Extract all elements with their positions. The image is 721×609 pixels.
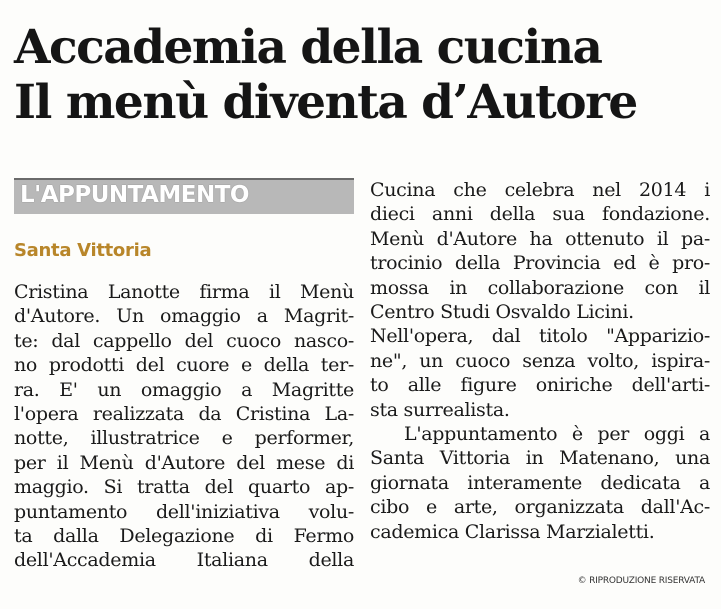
article-column-right	[370, 178, 710, 544]
text-line: Cucina che celebra nel 2014 i	[370, 179, 710, 201]
text-line: sta surrealista.	[370, 398, 510, 421]
text-line: Centro Studi Osvaldo Licini.	[370, 301, 634, 324]
text-line: maggio. Si tratta del quarto ap-	[14, 476, 354, 499]
text-line: l'opera realizzata da Cristina La-	[14, 403, 354, 426]
headline-line-1: Accademia della cucina	[14, 20, 602, 75]
text-line: L'appuntamento è per oggi a	[404, 423, 710, 446]
text-line: trocinio della Provincia ed è pro-	[370, 252, 710, 275]
text-line: cademica Clarissa Marzialetti.	[370, 520, 655, 543]
text-line: puntamento dell'iniziativa volu-	[14, 500, 354, 523]
text-line: te: dal cappello del cuoco nasco-	[14, 329, 354, 352]
text-line: cibo e arte, organizzata dall'Ac-	[370, 496, 710, 519]
text-line: Nell'opera, dal titolo "Apparizio-	[370, 325, 710, 348]
text-line: to alle figure oniriche dell'arti-	[370, 374, 710, 397]
text-line: dieci anni della sua fondazione.	[370, 203, 710, 226]
location-label: Santa Vittoria	[14, 240, 152, 261]
kicker-label: L'APPUNTAMENTO	[20, 182, 249, 208]
text-line: ne", un cuoco senza volto, ispira-	[370, 349, 710, 372]
text-line: dell'Accademia Italiana della	[14, 549, 354, 572]
text-line: giornata interamente dedicata a	[370, 471, 710, 494]
text-line: d'Autore. Un omaggio a Magrit-	[14, 305, 354, 328]
copyright-credit: © RIPRODUZIONE RISERVATA	[577, 576, 705, 586]
text-line: ta dalla Delegazione di Fermo	[14, 525, 354, 548]
text-line: Menù d'Autore ha ottenuto il pa-	[370, 227, 710, 250]
kicker-banner	[14, 178, 354, 214]
headline	[14, 20, 714, 130]
text-line: notte, illustratrice e performer,	[14, 427, 354, 450]
article-column-left	[14, 280, 354, 573]
text-line: Santa Vittoria in Matenano, una	[370, 447, 710, 470]
text-line: per il Menù d'Autore del mese di	[14, 451, 354, 474]
text-line: mossa in collaborazione con il	[370, 276, 710, 299]
text-line: no prodotti del cuore e della ter-	[14, 354, 354, 377]
text-line: Cristina Lanotte firma il Menù	[14, 281, 354, 303]
headline-line-2: Il menù diventa d’Autore	[14, 75, 637, 130]
text-line: ra. E' un omaggio a Magritte	[14, 378, 354, 401]
